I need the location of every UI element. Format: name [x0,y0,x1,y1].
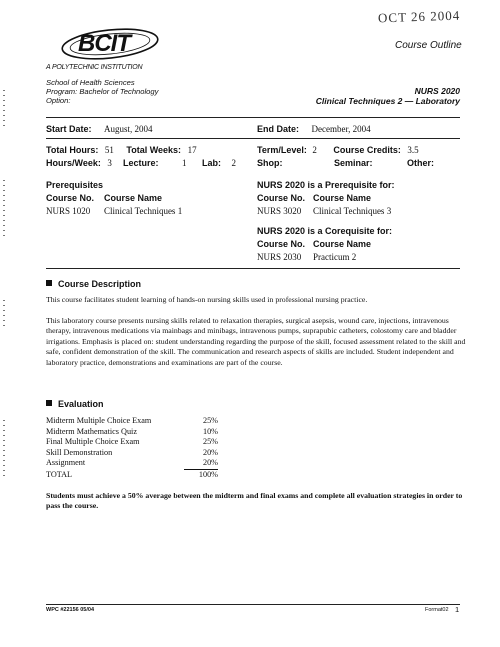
prereq-row-no: NURS 1020 [46,206,91,216]
evaluation-row [46,427,218,438]
coreq-for-row-no: NURS 2030 [257,252,302,262]
course-outline-label: Course Outline [395,40,462,51]
start-date-value: August, 2004 [104,124,153,134]
credits-label: Course Credits: [333,145,401,155]
evaluation-total-value: 100% [198,469,218,479]
course-description-title: Course Description [58,279,142,289]
term-row [257,145,419,155]
lab-label: Lab: [202,158,221,168]
hours-week-value: 3 [107,158,112,168]
evaluation-table [46,416,218,481]
evaluation-row [46,416,218,427]
lab-value: 2 [231,158,237,168]
bullet-square-icon [46,280,52,286]
end-date-value: December, 2004 [311,124,371,134]
corequisite-for-heading: NURS 2020 is a Corequisite for: [257,226,393,236]
term-label: Term/Level: [257,145,307,155]
total-hours-label: Total Hours: [46,145,99,155]
evaluation-item-name: Final Multiple Choice Exam [46,437,140,447]
evaluation-item-name: Skill Demonstration [46,447,113,457]
school-name: School of Health Sciences [46,78,135,87]
lecture-value: 1 [182,158,187,168]
coreq-for-row-name: Practicum 2 [313,252,357,262]
total-hours-value: 51 [104,145,114,155]
footer-format: Format02 [425,607,449,613]
bcit-logo [58,22,168,64]
requisites-rule [46,268,460,269]
evaluation-heading [46,399,104,409]
scan-margin-marks [3,300,5,330]
prerequisites-heading: Prerequisites [46,180,104,190]
end-date-row [257,124,371,134]
prereq-for-col-no: Course No. [257,193,306,203]
tagline: A POLYTECHNIC INSTITUTION [46,64,143,71]
evaluation-item-name: Midterm Multiple Choice Exam [46,416,152,425]
course-code: NURS 2020 [414,86,460,96]
course-description-heading [46,279,141,289]
evaluation-item-pct: 25% [202,416,218,425]
prereq-for-col-name: Course Name [313,193,372,203]
info-rule [46,138,460,139]
lab-block [202,158,236,168]
prereq-for-row-no: NURS 3020 [257,206,302,216]
evaluation-item-pct: 20% [202,447,218,457]
header-rule [46,117,460,118]
shop-label: Shop: [257,158,283,168]
evaluation-item-pct: 10% [202,426,218,436]
scan-margin-marks [3,420,5,480]
prereq-col-name: Course Name [104,193,163,203]
evaluation-item-pct: 25% [202,437,218,447]
total-weeks-value: 17 [187,145,197,155]
received-date-stamp: OCT 26 2004 [377,7,461,26]
lecture-label: Lecture: [123,158,159,168]
start-date-row [46,124,153,134]
bullet-square-icon [46,400,52,406]
prereq-row-name: Clinical Techniques 1 [104,206,183,216]
prereq-for-row-name: Clinical Techniques 3 [313,206,392,216]
footer-rule [46,604,460,605]
coreq-for-col-name: Course Name [313,239,372,249]
prereq-header [46,193,94,203]
evaluation-item-name: Midterm Mathematics Quiz [46,426,137,436]
footer-doc-number: WPC #22156 05/04 [46,607,95,613]
program-block [46,78,158,105]
course-title: Clinical Techniques 2 — Laboratory [315,96,460,106]
evaluation-row [46,437,218,448]
evaluation-total-row [46,470,218,481]
prereq-col-no: Course No. [46,193,95,203]
total-weeks-label: Total Weeks: [126,145,182,155]
total-hours-row [46,145,197,155]
program-name: Program: Bachelor of Technology [46,87,159,96]
option-label: Option: [46,96,71,105]
hours-week-label: Hours/Week: [46,158,101,168]
description-para-2: This laboratory course presents nursing skills related to relaxation therapies, surgical asepsis, wound care, injections, intravenous therapy, intravenous medications via mainbags and minibags, intravenous pumps, suprapubic catheters, colostomy care and bladder irrigations. Emphasis is placed on: student understanding regarding the purpose of the skill, focused assessment related to the skill and safe, confident demonstration of the skill. The communication and research aspects of skills are included. Student independent and laboratory practice, demonstrations and examinations are part of the course. [46,316,466,367]
prerequisite-for-heading: NURS 2020 is a Prerequisite for: [257,180,395,190]
lecture-block [123,158,159,168]
seminar-label: Seminar: [334,158,373,168]
prereq-header-name [104,193,162,203]
description-para-1: This course facilitates student learning of hands-on nursing skills used in professional nursing practice. [46,295,368,304]
end-date-label: End Date: [257,124,300,134]
other-label: Other: [407,158,434,168]
evaluation-total-label: TOTAL [46,469,73,479]
hours-week-row [46,158,112,168]
start-date-label: Start Date: [46,124,92,134]
term-value: 2 [312,145,317,155]
evaluation-row [46,448,218,459]
pass-requirement-note: Students must achieve a 50% average between the midterm and final exams and complete all evaluation strategies in order to pass the course. [46,491,463,511]
coreq-for-col-no: Course No. [257,239,306,249]
logo-text: BCIT [78,30,130,57]
scan-margin-marks [3,90,5,130]
scan-margin-marks [3,180,5,240]
footer-page-number: 1 [455,605,460,614]
evaluation-item-name: Assignment [46,458,86,468]
evaluation-row [46,458,218,470]
evaluation-item-pct: 20% [184,458,218,470]
evaluation-title: Evaluation [58,399,104,409]
credits-value: 3.5 [407,145,419,155]
